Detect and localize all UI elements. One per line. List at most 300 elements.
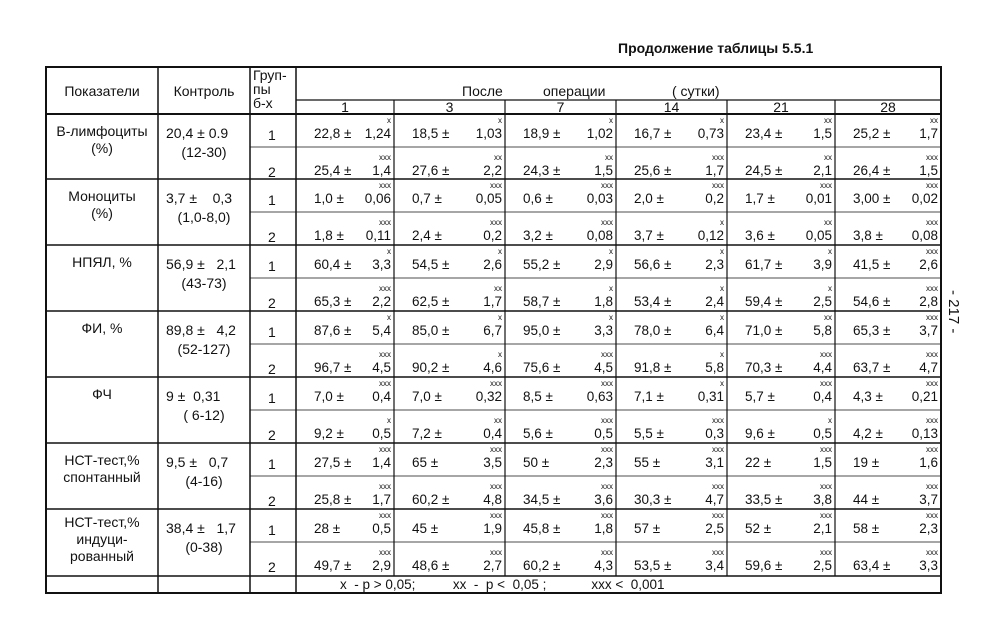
cell-sd: 2,6 [919, 257, 938, 272]
cell-sd: 4,8 [483, 492, 502, 507]
significance-mark: xxx [926, 313, 938, 322]
significance-mark: xxx [926, 284, 938, 293]
cell-mean: 63,4 ± [853, 558, 891, 573]
cell-mean: 62,5 ± [412, 294, 450, 309]
significance-mark: xxx [601, 511, 613, 520]
cell-mean: 90,2 ± [412, 360, 450, 375]
cell-sd: 3,3 [919, 558, 938, 573]
cell-sd: 4,5 [372, 360, 391, 375]
cell-sd: 3,1 [705, 455, 724, 470]
header-groups [253, 68, 295, 110]
cell-sd: 2,9 [372, 558, 391, 573]
group-number: 1 [268, 390, 276, 406]
cell-mean: 26,4 ± [853, 163, 891, 178]
significance-mark: xxx [490, 548, 502, 557]
cell-sd: 3,8 [813, 492, 832, 507]
group-number: 2 [268, 295, 276, 311]
header-after-word1: После [462, 83, 503, 99]
significance-mark: xxx [601, 218, 613, 227]
cell-mean: 5,7 ± [745, 389, 775, 404]
significance-mark: xxx [820, 445, 832, 454]
cell-sd: 2,5 [813, 294, 832, 309]
significance-mark: xx [494, 284, 502, 293]
significance-mark: x [609, 313, 613, 322]
cell-sd: 3,3 [372, 257, 391, 272]
cell-sd: 1,7 [483, 294, 502, 309]
significance-mark: xx [605, 153, 613, 162]
cell-mean: 48,6 ± [412, 558, 450, 573]
footnote: x - p > 0,05; xx - p < 0,05 ; xxx < 0,001 [340, 577, 665, 592]
header-indicator: Показатели [64, 83, 140, 99]
cell-sd: 0,05 [805, 228, 832, 243]
cell-sd: 1,5 [919, 163, 938, 178]
significance-mark: xxx [820, 350, 832, 359]
cell-sd: 5,8 [813, 323, 832, 338]
cell-mean: 18,5 ± [412, 126, 450, 141]
cell-sd: 3,9 [813, 257, 832, 272]
significance-mark: xxx [601, 181, 613, 190]
control-value: 56,9 ± 2,1 [166, 256, 236, 272]
cell-sd: 1,03 [475, 126, 502, 141]
group-number: 2 [268, 164, 276, 180]
cell-sd: 1,6 [919, 455, 938, 470]
cell-sd: 0,02 [911, 191, 938, 206]
significance-mark: xxx [926, 153, 938, 162]
cell-sd: 0,2 [705, 191, 724, 206]
significance-mark: xxx [926, 350, 938, 359]
cell-mean: 3,7 ± [634, 228, 664, 243]
cell-sd: 1,7 [919, 126, 938, 141]
control-value: 9 ± 0,31 [166, 388, 221, 404]
cell-mean: 3,8 ± [853, 228, 883, 243]
cell-mean: 95,0 ± [523, 323, 561, 338]
significance-mark: xxx [379, 181, 391, 190]
cell-mean: 28 ± [314, 521, 341, 536]
significance-mark: xxx [601, 548, 613, 557]
cell-mean: 22 ± [745, 455, 772, 470]
cell-sd: 3,4 [705, 558, 724, 573]
group-number: 1 [268, 127, 276, 143]
significance-mark: xxx [926, 511, 938, 520]
cell-mean: 1,0 ± [314, 191, 344, 206]
header-day-4: 14 [663, 99, 680, 115]
cell-mean: 22,8 ± [314, 126, 352, 141]
cell-mean: 59,4 ± [745, 294, 783, 309]
significance-mark: xxx [601, 350, 613, 359]
cell-mean: 25,8 ± [314, 492, 352, 507]
control-range: (43-73) [181, 275, 227, 291]
cell-sd: 3,6 [594, 492, 613, 507]
cell-mean: 2,0 ± [634, 191, 664, 206]
cell-mean: 3,00 ± [853, 191, 891, 206]
significance-mark: xxx [379, 548, 391, 557]
significance-mark: x [828, 416, 832, 425]
cell-mean: 24,3 ± [523, 163, 561, 178]
cell-sd: 0,05 [475, 191, 502, 206]
cell-mean: 5,6 ± [523, 426, 553, 441]
cell-sd: 4,7 [705, 492, 724, 507]
cell-sd: 1,5 [813, 455, 832, 470]
cell-mean: 45,8 ± [523, 521, 561, 536]
significance-mark: xxx [926, 416, 938, 425]
significance-mark: x [609, 247, 613, 256]
cell-sd: 0,03 [586, 191, 613, 206]
cell-mean: 63,7 ± [853, 360, 891, 375]
cell-sd: 2,3 [705, 257, 724, 272]
cell-mean: 60,4 ± [314, 257, 352, 272]
significance-mark: xx [824, 218, 832, 227]
page-number: - 217 - [945, 290, 962, 334]
cell-mean: 60,2 ± [412, 492, 450, 507]
significance-mark: xxx [926, 379, 938, 388]
significance-mark: x [387, 313, 391, 322]
cell-mean: 7,0 ± [314, 389, 344, 404]
cell-mean: 53,4 ± [634, 294, 672, 309]
cell-sd: 0,32 [475, 389, 502, 404]
cell-sd: 0,5 [372, 521, 391, 536]
cell-mean: 0,7 ± [412, 191, 442, 206]
cell-mean: 65,3 ± [853, 323, 891, 338]
cell-sd: 0,11 [365, 228, 391, 243]
cell-sd: 0,4 [372, 389, 391, 404]
indicator-name-line: НСТ-тест,% [64, 514, 140, 530]
cell-sd: 0,4 [813, 389, 832, 404]
significance-mark: xxx [601, 445, 613, 454]
cell-mean: 59,6 ± [745, 558, 783, 573]
control-value: 3,7 ± 0,3 [166, 190, 233, 206]
cell-mean: 54,5 ± [412, 257, 450, 272]
cell-sd: 0,21 [911, 389, 938, 404]
cell-mean: 87,6 ± [314, 323, 352, 338]
significance-mark: xxx [712, 181, 724, 190]
cell-sd: 0,4 [483, 426, 502, 441]
cell-sd: 6,4 [705, 323, 724, 338]
group-number: 2 [268, 229, 276, 245]
indicator-name-line: (%) [91, 205, 113, 221]
cell-sd: 0,2 [483, 228, 502, 243]
significance-mark: xx [930, 116, 938, 125]
cell-mean: 3,6 ± [745, 228, 775, 243]
cell-sd: 0,73 [697, 126, 724, 141]
significance-mark: xxx [712, 153, 724, 162]
cell-mean: 65,3 ± [314, 294, 352, 309]
group-number: 2 [268, 493, 276, 509]
cell-mean: 7,1 ± [634, 389, 664, 404]
cell-mean: 4,3 ± [853, 389, 883, 404]
significance-mark: x [498, 116, 502, 125]
significance-mark: xxx [490, 181, 502, 190]
cell-sd: 2,5 [705, 521, 724, 536]
cell-sd: 1,7 [372, 492, 391, 507]
header-day-5: 21 [773, 99, 789, 115]
significance-mark: x [498, 350, 502, 359]
cell-mean: 78,0 ± [634, 323, 672, 338]
cell-mean: 27,6 ± [412, 163, 450, 178]
cell-sd: 4,6 [483, 360, 502, 375]
significance-mark: xxx [820, 511, 832, 520]
significance-mark: xxx [379, 284, 391, 293]
cell-sd: 2,8 [919, 294, 938, 309]
cell-mean: 5,5 ± [634, 426, 664, 441]
cell-mean: 58,7 ± [523, 294, 561, 309]
significance-mark: xxx [490, 445, 502, 454]
significance-mark: xxx [712, 548, 724, 557]
cell-sd: 4,4 [813, 360, 832, 375]
cell-sd: 2,5 [813, 558, 832, 573]
indicator-name-line: ФИ, % [81, 320, 123, 336]
significance-mark: xxx [379, 482, 391, 491]
cell-mean: 1,8 ± [314, 228, 344, 243]
significance-mark: xxx [490, 218, 502, 227]
significance-mark: xxx [379, 511, 391, 520]
cell-sd: 3,5 [483, 455, 502, 470]
cell-mean: 71,0 ± [745, 323, 783, 338]
control-range: (0-38) [185, 539, 223, 555]
cell-mean: 4,2 ± [853, 426, 883, 441]
significance-mark: x [720, 350, 724, 359]
cell-mean: 55,2 ± [523, 257, 561, 272]
cell-sd: 1,24 [364, 126, 391, 141]
group-number: 2 [268, 361, 276, 377]
cell-sd: 3,7 [919, 492, 938, 507]
table-caption: Продолжение таблицы 5.5.1 [618, 40, 814, 56]
significance-mark: xxx [926, 181, 938, 190]
significance-mark: xxx [712, 511, 724, 520]
control-value: 38,4 ± 1,7 [166, 520, 236, 536]
cell-sd: 2,3 [919, 521, 938, 536]
cell-sd: 2,9 [594, 257, 613, 272]
significance-mark: xxx [820, 482, 832, 491]
significance-mark: xxx [601, 416, 613, 425]
significance-mark: xxx [601, 379, 613, 388]
cell-mean: 96,7 ± [314, 360, 352, 375]
group-number: 1 [268, 456, 276, 472]
cell-sd: 0,63 [586, 389, 613, 404]
cell-sd: 0,5 [594, 426, 613, 441]
cell-mean: 41,5 ± [853, 257, 891, 272]
cell-mean: 1,7 ± [745, 191, 775, 206]
cell-sd: 4,5 [594, 360, 613, 375]
indicator-name-line: НПЯЛ, % [72, 254, 132, 270]
cell-sd: 2,4 [705, 294, 724, 309]
significance-mark: x [387, 116, 391, 125]
cell-sd: 0,3 [705, 426, 724, 441]
cell-mean: 54,6 ± [853, 294, 891, 309]
cell-mean: 70,3 ± [745, 360, 783, 375]
cell-mean: 16,7 ± [634, 126, 672, 141]
cell-mean: 7,0 ± [412, 389, 442, 404]
significance-mark: xxx [926, 218, 938, 227]
control-range: (12-30) [181, 144, 227, 160]
header-day-3: 7 [556, 99, 565, 115]
significance-mark: x [720, 284, 724, 293]
cell-mean: 30,3 ± [634, 492, 672, 507]
significance-mark: x [609, 284, 613, 293]
significance-mark: xxx [820, 548, 832, 557]
significance-mark: x [387, 416, 391, 425]
cell-mean: 18,9 ± [523, 126, 561, 141]
significance-mark: xxx [490, 482, 502, 491]
cell-mean: 0,6 ± [523, 191, 553, 206]
header-day-2: 3 [445, 99, 454, 115]
header-day-1: 1 [341, 99, 349, 115]
cell-mean: 24,5 ± [745, 163, 783, 178]
group-number: 1 [268, 324, 276, 340]
cell-mean: 3,2 ± [523, 228, 553, 243]
control-value: 20,4 ± 0.9 [166, 125, 229, 141]
cell-mean: 7,2 ± [412, 426, 442, 441]
cell-mean: 49,7 ± [314, 558, 352, 573]
significance-mark: xx [494, 153, 502, 162]
control-value: 89,8 ± 4,2 [166, 322, 236, 338]
header-after-word3: ( сутки) [672, 83, 720, 99]
cell-sd: 1,8 [594, 294, 613, 309]
group-number: 2 [268, 427, 276, 443]
cell-sd: 2,1 [813, 521, 832, 536]
cell-mean: 85,0 ± [412, 323, 450, 338]
significance-mark: xxx [926, 445, 938, 454]
cell-mean: 50 ± [523, 455, 550, 470]
cell-sd: 0,5 [372, 426, 391, 441]
significance-mark: xxx [712, 482, 724, 491]
cell-sd: 1,8 [594, 521, 613, 536]
significance-mark: xxx [379, 445, 391, 454]
cell-sd: 1,4 [372, 163, 391, 178]
cell-sd: 0,08 [586, 228, 613, 243]
significance-mark: xxx [490, 379, 502, 388]
group-number: 1 [268, 192, 276, 208]
significance-mark: xx [824, 153, 832, 162]
cell-sd: 0,01 [805, 191, 832, 206]
cell-sd: 2,7 [483, 558, 502, 573]
cell-sd: 4,3 [594, 558, 613, 573]
significance-mark: xxx [379, 379, 391, 388]
control-range: (4-16) [185, 473, 223, 489]
cell-sd: 2,2 [483, 163, 502, 178]
significance-mark: xxx [820, 181, 832, 190]
significance-mark: xxx [490, 511, 502, 520]
cell-mean: 75,6 ± [523, 360, 561, 375]
indicator-name-line: (%) [91, 140, 113, 156]
cell-mean: 2,4 ± [412, 228, 442, 243]
control-value: 9,5 ± 0,7 [166, 454, 229, 470]
significance-mark: x [720, 313, 724, 322]
cell-sd: 0,31 [697, 389, 724, 404]
cell-mean: 65 ± [412, 455, 439, 470]
indicator-name-line: В-лимфоциты [56, 123, 148, 139]
header-groups-line2: пы [253, 81, 271, 97]
significance-mark: x [387, 247, 391, 256]
cell-mean: 56,6 ± [634, 257, 672, 272]
significance-mark: x [828, 247, 832, 256]
cell-sd: 0,12 [697, 228, 724, 243]
cell-mean: 55 ± [634, 455, 661, 470]
cell-mean: 27,5 ± [314, 455, 352, 470]
cell-sd: 6,7 [483, 323, 502, 338]
header-groups-line3: б-х [253, 95, 273, 111]
cell-mean: 9,2 ± [314, 426, 344, 441]
cell-mean: 57 ± [634, 521, 661, 536]
cell-sd: 3,3 [594, 323, 613, 338]
cell-sd: 1,7 [705, 163, 724, 178]
cell-sd: 0,13 [911, 426, 938, 441]
cell-sd: 1,5 [594, 163, 613, 178]
control-range: ( 6-12) [183, 407, 225, 423]
significance-mark: x [720, 379, 724, 388]
significance-mark: x [498, 313, 502, 322]
cell-mean: 60,2 ± [523, 558, 561, 573]
cell-mean: 19 ± [853, 455, 880, 470]
header-day-6: 28 [880, 99, 896, 115]
header-groups-line1: Груп- [253, 67, 287, 83]
indicator-name-line: НСТ-тест,% [64, 452, 140, 468]
cell-mean: 52 ± [745, 521, 772, 536]
cell-sd: 5,4 [372, 323, 391, 338]
significance-mark: xxx [712, 416, 724, 425]
indicator-name-line: рованный [70, 548, 134, 564]
cell-sd: 1,9 [483, 521, 502, 536]
indicator-name-line: ФЧ [92, 386, 112, 402]
cell-mean: 23,4 ± [745, 126, 783, 141]
significance-mark: xxx [712, 445, 724, 454]
indicator-name-line: Моноциты [68, 188, 136, 204]
cell-mean: 45 ± [412, 521, 439, 536]
cell-mean: 44 ± [853, 492, 880, 507]
cell-mean: 33,5 ± [745, 492, 783, 507]
header-after-word2: операции [543, 83, 606, 99]
significance-mark: x [498, 247, 502, 256]
significance-mark: x [720, 247, 724, 256]
significance-mark: xx [824, 313, 832, 322]
cell-mean: 25,2 ± [853, 126, 891, 141]
cell-mean: 58 ± [853, 521, 880, 536]
cell-sd: 2,3 [594, 455, 613, 470]
indicator-name-line: индуци- [76, 531, 128, 547]
cell-sd: 4,7 [919, 360, 938, 375]
cell-mean: 61,7 ± [745, 257, 783, 272]
significance-mark: xx [494, 416, 502, 425]
control-range: (1,0-8,0) [177, 209, 231, 225]
header-control: Контроль [173, 83, 235, 99]
cell-mean: 53,5 ± [634, 558, 672, 573]
significance-mark: xxx [601, 482, 613, 491]
significance-mark: xxx [926, 247, 938, 256]
significance-mark: xxx [820, 379, 832, 388]
cell-mean: 91,8 ± [634, 360, 672, 375]
cell-sd: 1,5 [813, 126, 832, 141]
cell-sd: 2,6 [483, 257, 502, 272]
cell-sd: 2,2 [372, 294, 391, 309]
cell-mean: 25,6 ± [634, 163, 672, 178]
cell-mean: 34,5 ± [523, 492, 561, 507]
significance-mark: xxx [379, 350, 391, 359]
significance-mark: xxx [926, 482, 938, 491]
cell-sd: 1,4 [372, 455, 391, 470]
indicator-name-line: спонтанный [63, 469, 141, 485]
cell-mean: 8,5 ± [523, 389, 553, 404]
cell-mean: 25,4 ± [314, 163, 352, 178]
significance-mark: x [609, 116, 613, 125]
cell-sd: 0,5 [813, 426, 832, 441]
cell-sd: 0,08 [911, 228, 938, 243]
group-number: 1 [268, 522, 276, 538]
cell-mean: 9,6 ± [745, 426, 775, 441]
cell-sd: 2,1 [813, 163, 832, 178]
significance-mark: x [828, 284, 832, 293]
significance-mark: x [720, 116, 724, 125]
significance-mark: x [720, 218, 724, 227]
significance-mark: xxx [379, 218, 391, 227]
